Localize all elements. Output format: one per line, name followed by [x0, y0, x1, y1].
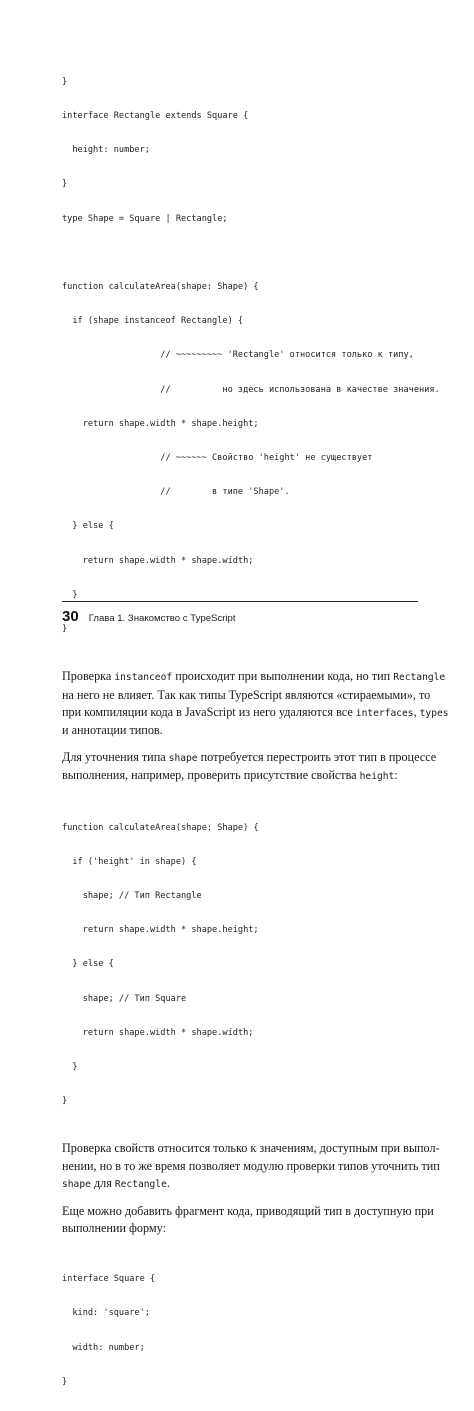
paragraph-line — [62, 1175, 418, 1193]
code-line: } else { — [62, 521, 114, 532]
code-line: interface Square { — [62, 1274, 156, 1285]
code-line: height: number; — [62, 145, 150, 156]
text-run: выполнения, например, проверить присутствие свойства — [62, 768, 360, 783]
paragraph-instanceof — [62, 668, 449, 740]
code-line: // ~~~~~~~~~ 'Rectangle' относится только к типу, — [62, 350, 414, 361]
paragraph-line — [62, 704, 449, 722]
code-line: } — [62, 589, 78, 600]
code-line: } — [62, 624, 68, 635]
code-line: } — [62, 1376, 68, 1387]
inline-code: Rectangle — [114, 1179, 167, 1191]
paragraph-line: и аннотации типов. — [62, 723, 163, 738]
text-run: . — [166, 1176, 170, 1191]
code-line: if ('height' in shape) { — [62, 856, 197, 867]
code-line: type Shape = Square | Rectangle; — [62, 213, 228, 224]
code-line: // в типе 'Shape'. — [62, 487, 290, 498]
paragraph-line — [62, 668, 446, 686]
code-line: } else { — [62, 959, 114, 970]
paragraph-line: на него не влияет. Так как типы TypeScript являются «стираемыми», то — [62, 687, 431, 702]
code-block-rectangle-instanceof — [62, 54, 440, 658]
page-number: 30 — [62, 608, 79, 625]
code-line — [62, 248, 418, 259]
chapter-title: Глава 1. Знакомство с TypeScript — [88, 613, 236, 624]
code-line: width: number; — [62, 1342, 145, 1353]
code-line: function calculateArea(shape: Shape) { — [62, 822, 259, 833]
inline-code: shape — [62, 1179, 91, 1191]
code-line: return shape.width * shape.height; — [62, 925, 259, 936]
code-line: return shape.width * shape.width; — [62, 1027, 254, 1038]
code-line: } — [62, 179, 68, 190]
code-line: return shape.width * shape.height; — [62, 418, 259, 429]
code-line: shape; // Тип Rectangle — [62, 890, 202, 901]
paragraph-line — [62, 767, 418, 785]
paragraph-property-check — [62, 1140, 440, 1193]
inline-code: instanceof — [114, 672, 173, 684]
text-run: при компиляции кода в JavaScript из него удаляются все — [62, 705, 356, 720]
paragraph-line: Еще можно добавить фрагмент кода, приводящий тип в доступную при — [62, 1203, 434, 1218]
paragraph-line: Проверка свойств относится только к значениям, доступным при выпол- — [62, 1141, 440, 1156]
text-run: Проверка — [62, 669, 115, 684]
paragraph-line — [62, 749, 437, 767]
code-line: } — [62, 76, 68, 87]
text-run: потребуется перестроить этот тип в процессе — [197, 749, 437, 764]
inline-code: shape — [168, 752, 198, 764]
code-line: if (shape instanceof Rectangle) { — [62, 316, 244, 327]
code-line: } — [62, 1061, 78, 1072]
page-footer — [62, 601, 418, 625]
paragraph-tagged-union — [62, 1203, 434, 1238]
inline-code: types — [419, 708, 449, 720]
code-line: // но здесь использована в качестве значения. — [62, 384, 440, 395]
paragraph-line: нении, но в то же время позволяет модулю проверки типов уточнить тип — [62, 1158, 440, 1173]
text-run: для — [90, 1176, 115, 1191]
code-block-square-kind — [62, 1251, 418, 1411]
paragraph-line: выполнении форму: — [62, 1220, 166, 1235]
code-line: shape; // Тип Square — [62, 993, 187, 1004]
code-line: function calculateArea(shape: Shape) { — [62, 282, 259, 293]
inline-code: interfaces — [355, 708, 414, 720]
paragraph-refine-shape — [62, 749, 437, 786]
inline-code: Rectangle — [393, 672, 446, 684]
text-run: происходит при выполнении кода, но тип — [172, 669, 394, 684]
text-run: Для уточнения типа — [62, 749, 169, 764]
code-line: // ~~~~~~ Свойство 'height' не существует — [62, 453, 373, 464]
inline-code: height — [359, 771, 395, 783]
code-line: } — [62, 1096, 68, 1107]
text-run: : — [394, 768, 398, 783]
code-line: kind: 'square'; — [62, 1308, 150, 1319]
code-line: return shape.width * shape.width; — [62, 555, 254, 566]
text-run: , — [413, 705, 420, 720]
page-body — [62, 54, 449, 1411]
code-line: interface Rectangle extends Square { — [62, 111, 249, 122]
code-block-height-in-shape — [62, 800, 418, 1131]
